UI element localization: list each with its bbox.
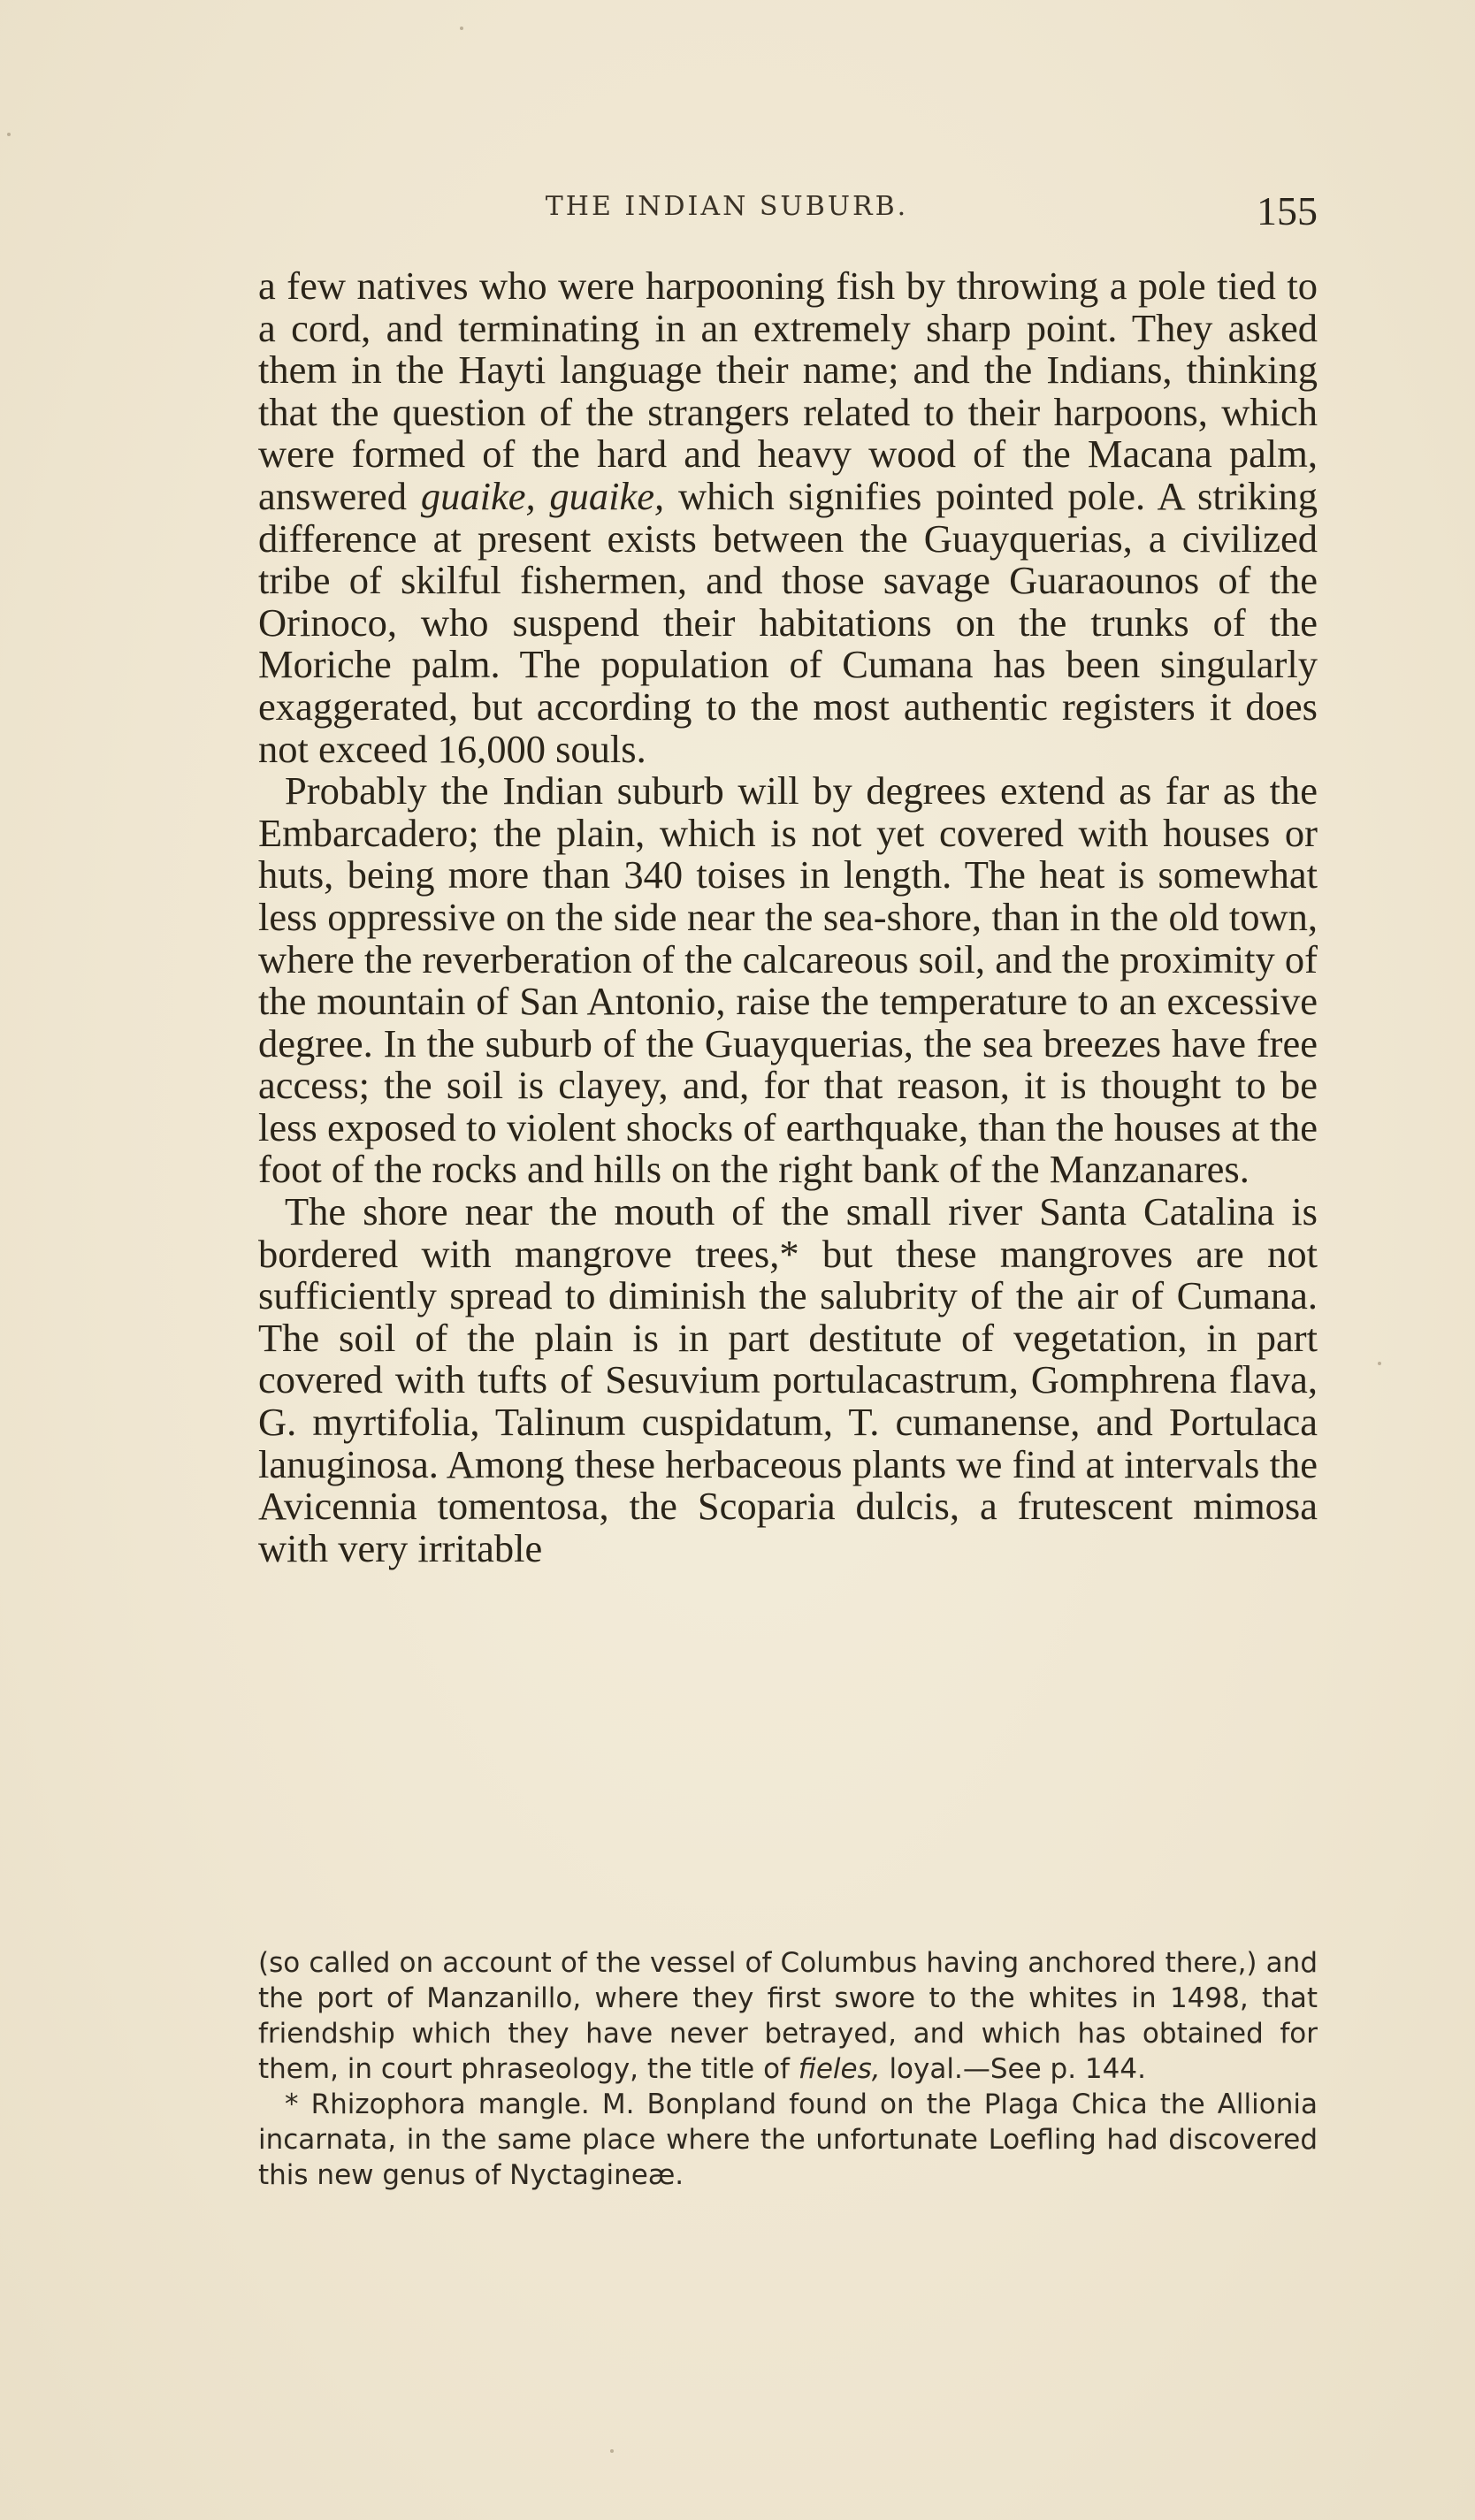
paragraph-2: Probably the Indian suburb will by degrees extend as far as the Embarcadero; the plain, which is not yet covered with houses or huts, being more than 340 toises in length. The heat is somewhat less oppressive on the side near the sea-shore, than in the old town, where the reverberation of the calcareous soil, and the proximity of the mountain of San Antonio, raise the temperature to an excessive degree. In the suburb of the Guayquerias, the sea breezes have free access; the soil is clayey, and, for that reason, it is thought to be less exposed to violent shocks of earthquake, than the houses at the foot of the rocks and hills on the right bank of the Manzanares. bbox=[258, 768, 1318, 1192]
paragraph-1-text-b: which signifies pointed pole. A striking difference at present exists between the Guayquerias, a civilized tribe of skilful fishermen, and those savage Guaraounos of the Orinoco, who suspend their habitations on the trunks of the Moriche palm. The population of Cumana has been singularly exaggerated, but according to the most authentic registers it does not exceed 16,000 souls. bbox=[258, 473, 1318, 771]
paper-speck bbox=[460, 27, 463, 30]
body-text bbox=[258, 265, 1318, 1569]
paper-speck bbox=[7, 133, 11, 136]
footnote-continuation-text-a: (so called on account of the vessel of Columbus having anchored there,) and the port of Manzanillo, where they first swore to the whites in 1498, that friendship which they have never betrayed, and which has obtained for them, in court phraseology, the title of bbox=[258, 1947, 1318, 2085]
footnote-star: * Rhizophora mangle. M. Bonpland found on the Plaga Chica the Allionia incarnata, in the same place where the unfortunate Loefling had discovered this new genus of Nyctagineæ. bbox=[258, 2089, 1318, 2191]
footnote-continuation-italic: fieles, bbox=[798, 2053, 881, 2085]
paragraph-3: The shore near the mouth of the small river Santa Catalina is bordered with mangrove trees,* but these mangroves are not sufficiently spread to diminish the salubrity of the air of Cumana. The soil of the plain is in part destitute of vegetation, in part covered with tufts of Sesuvium portulacastrum, Gomphrena flava, G. myrtifolia, Talinum cuspidatum, T. cumanense, and Portulaca lanuginosa. Among these herbaceous plants we find at intervals the Avicennia tomentosa, the Scoparia dulcis, a frutescent mimosa with very irritable bbox=[258, 1189, 1318, 1570]
paper-speck bbox=[610, 2449, 614, 2453]
paragraph-1 bbox=[258, 265, 1318, 770]
footnotes bbox=[258, 1945, 1318, 2193]
paper-speck bbox=[1378, 1362, 1381, 1365]
page-header bbox=[258, 187, 1318, 241]
page-number: 155 bbox=[1257, 188, 1318, 233]
paragraph-1-text-a: a few natives who were harpooning fish by throwing a pole tied to a cord, and terminating in an extremely sharp point. They asked them in the Hayti language their name; and the Indians, thinking that the question of the strangers related to their harpoons, which were formed of the hard and heavy wood of the Macana palm, answered bbox=[258, 263, 1318, 518]
running-title: THE INDIAN SUBURB. bbox=[545, 191, 909, 222]
paragraph-1-italic: guaike, guaike, bbox=[420, 473, 665, 518]
footnote-continuation bbox=[258, 1945, 1318, 2087]
footnote-continuation-text-b: loyal.—See p. 144. bbox=[880, 2053, 1146, 2085]
